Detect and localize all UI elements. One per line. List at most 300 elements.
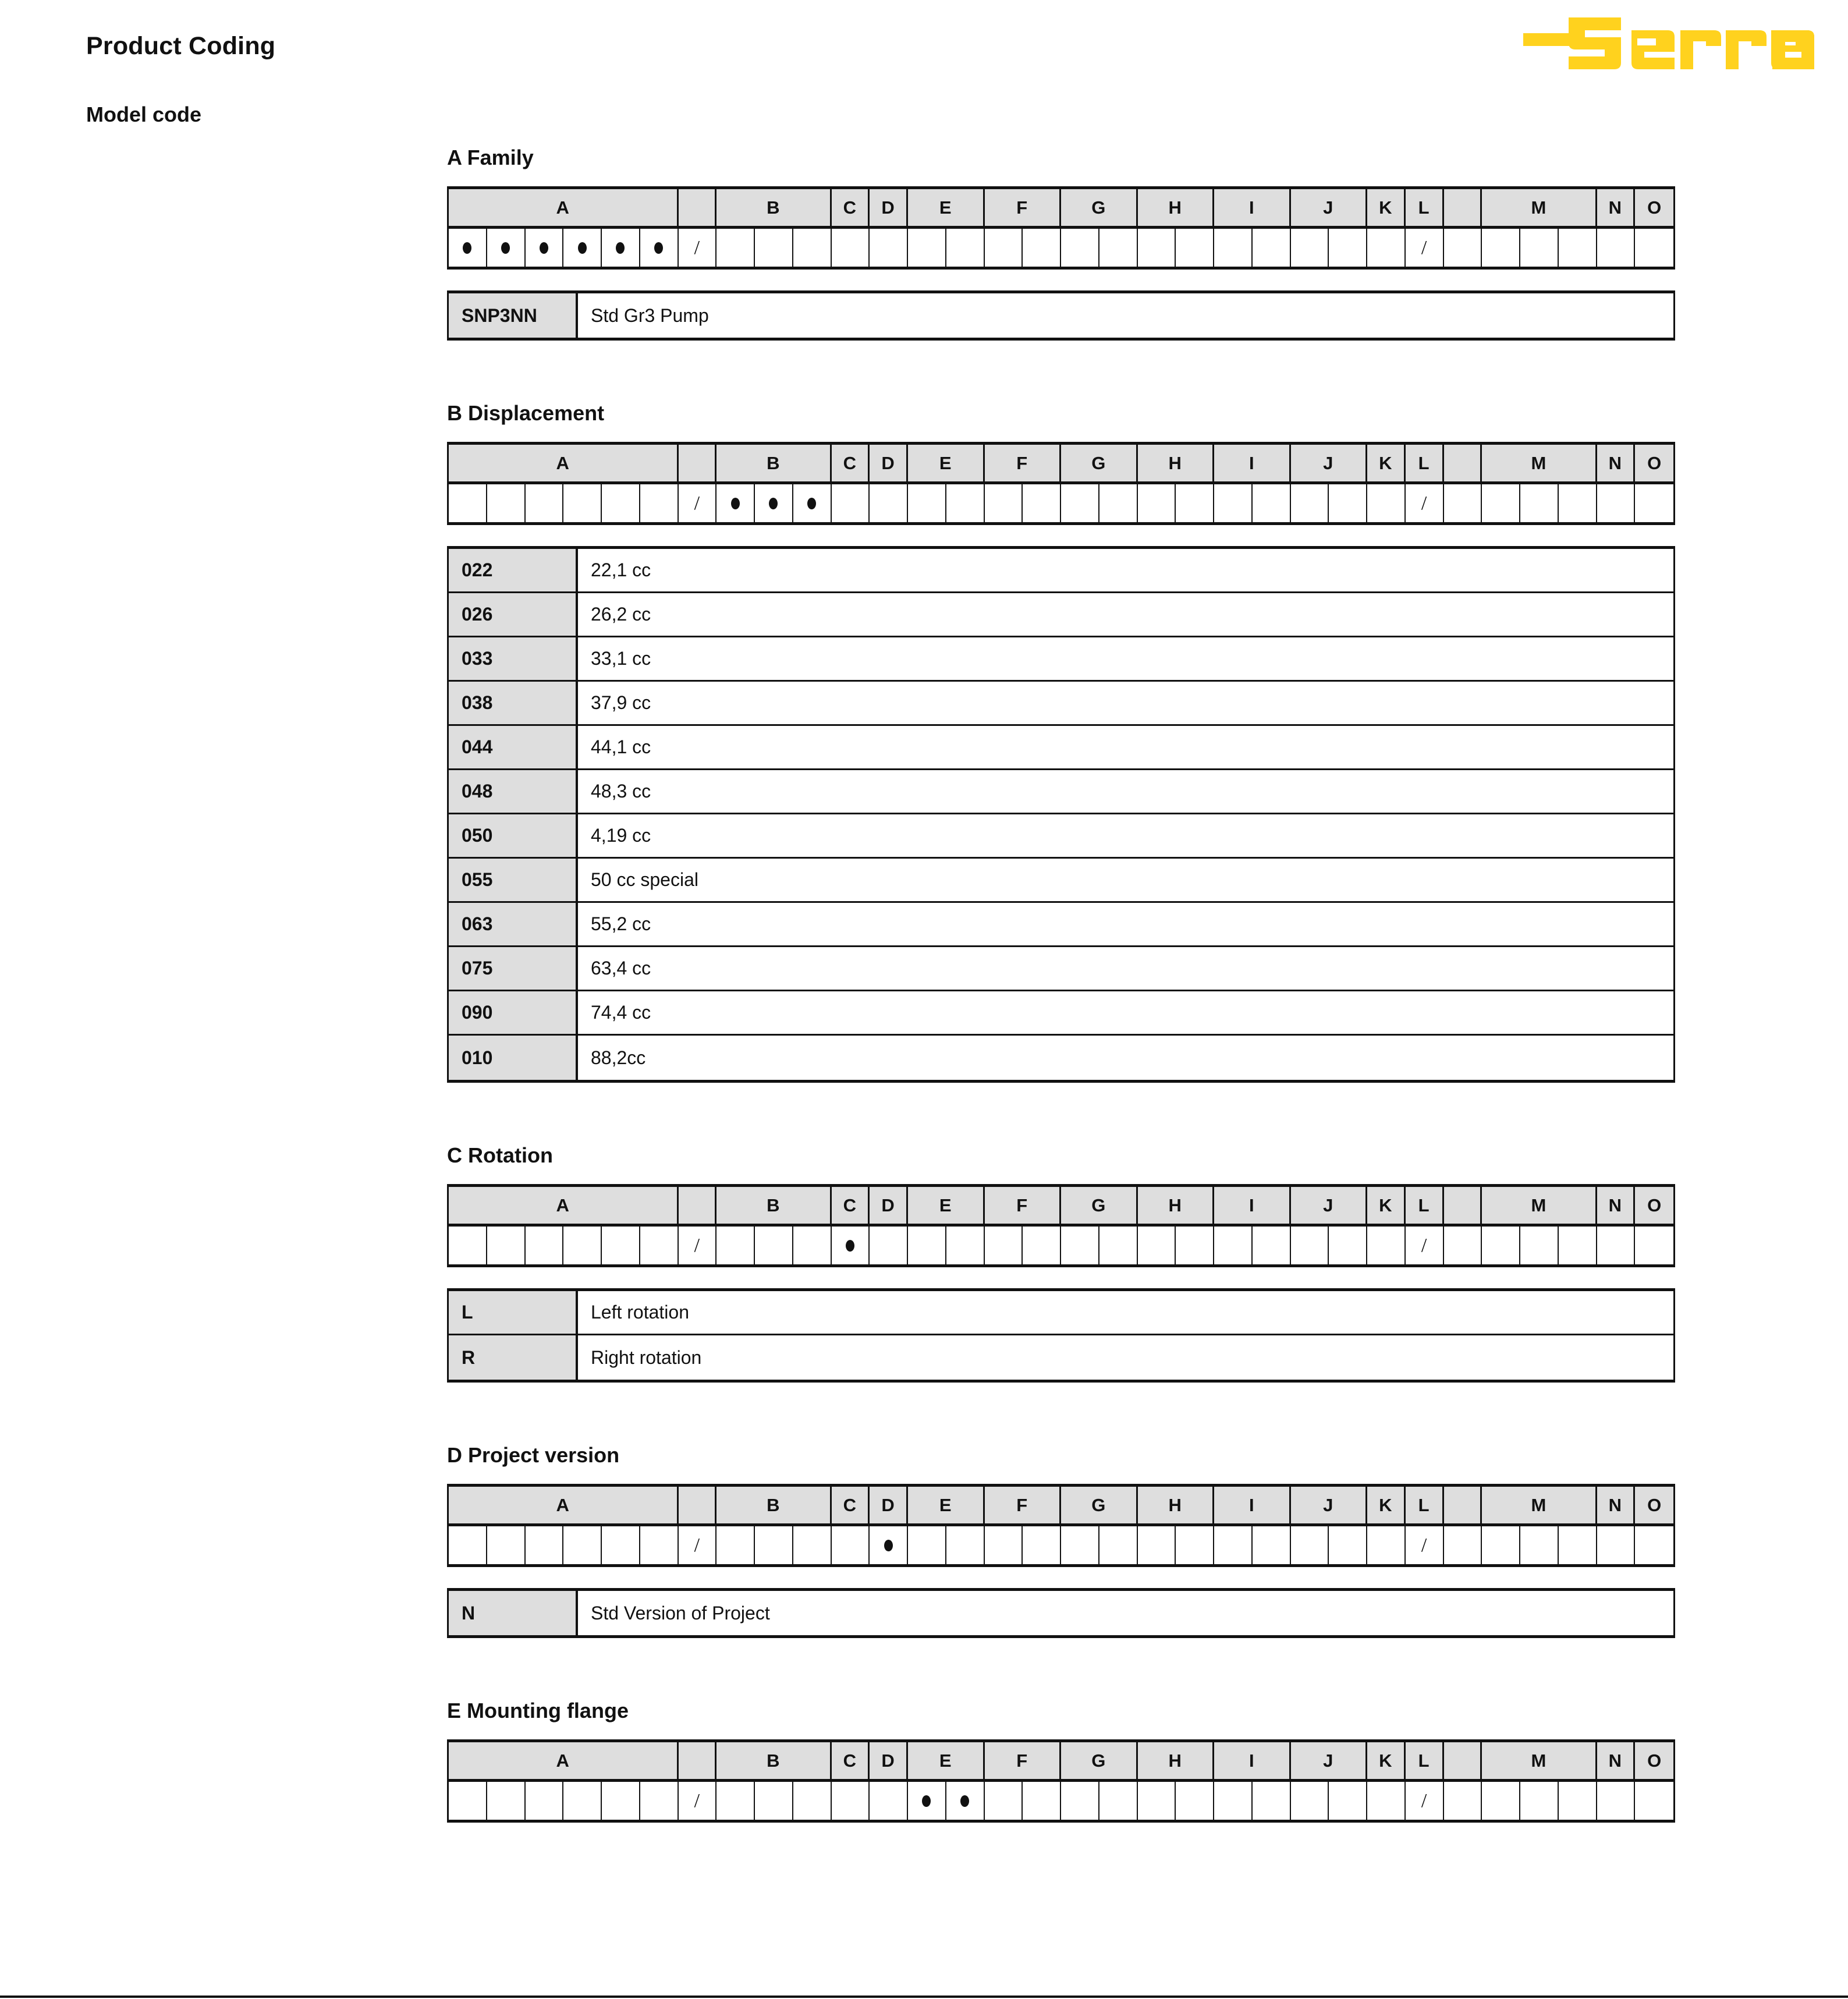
code-cell-1[interactable] [449, 484, 487, 522]
code-cell-16[interactable] [1023, 1227, 1061, 1264]
legend-code: SNP3NN [449, 293, 578, 338]
column-header-f: F [985, 1487, 1062, 1523]
column-header-j: J [1291, 445, 1368, 481]
code-cell-7[interactable] [679, 1526, 717, 1564]
code-cell-19[interactable] [1138, 484, 1176, 522]
column-header-g: G [1061, 1187, 1138, 1224]
code-cell-6[interactable] [640, 1227, 679, 1264]
code-cell-23[interactable] [1291, 229, 1329, 267]
section-spacer [447, 1383, 1675, 1443]
code-cell-26[interactable] [1406, 229, 1444, 267]
code-cell-1[interactable] [449, 1227, 487, 1264]
column-header-m: M [1482, 445, 1597, 481]
column-header-i: I [1214, 1187, 1291, 1224]
code-cell-17[interactable] [1061, 229, 1099, 267]
column-header-d: D [870, 445, 908, 481]
legend-code: 075 [449, 947, 578, 990]
table-row [449, 293, 1673, 338]
code-cell-15[interactable] [985, 229, 1023, 267]
code-cell-5[interactable] [602, 1782, 640, 1820]
code-grid-header-row [449, 1742, 1673, 1782]
code-cell-9[interactable] [755, 1526, 793, 1564]
code-cell-7[interactable] [679, 1782, 717, 1820]
code-cell-19[interactable] [1138, 1526, 1176, 1564]
column-header-l: L [1406, 1487, 1444, 1523]
code-cell-14[interactable] [946, 1782, 985, 1820]
code-grid [447, 186, 1675, 270]
code-cell-16[interactable] [1023, 1526, 1061, 1564]
legend-description: 63,4 cc [578, 947, 1673, 990]
legend-description: 74,4 cc [578, 991, 1673, 1034]
column-header-b: B [717, 1742, 831, 1779]
code-cell-4[interactable] [563, 1227, 602, 1264]
code-cell-13[interactable] [908, 229, 946, 267]
legend-description: Right rotation [578, 1335, 1673, 1380]
column-header-c: C [832, 189, 870, 226]
legend-description: Std Version of Project [578, 1591, 1673, 1635]
code-cell-26[interactable] [1406, 484, 1444, 522]
slash-separator-icon: / [1421, 492, 1427, 514]
code-grid-header-row [449, 189, 1673, 229]
filled-dot-icon [540, 242, 548, 254]
code-cell-5[interactable] [602, 229, 640, 267]
code-cell-2[interactable] [487, 484, 526, 522]
code-cell-26[interactable] [1406, 1526, 1444, 1564]
column-header-f: F [985, 1187, 1062, 1224]
code-cell-31[interactable] [1597, 484, 1636, 522]
section-title-a-family: A Family [447, 146, 534, 169]
slash-separator-icon: / [1421, 1789, 1427, 1812]
column-header-h: H [1138, 1742, 1215, 1779]
code-cell-9[interactable] [755, 484, 793, 522]
code-cell-20[interactable] [1176, 1227, 1214, 1264]
code-cell-19[interactable] [1138, 1782, 1176, 1820]
code-cell-8[interactable] [717, 1227, 755, 1264]
slash-separator-icon: / [694, 1234, 700, 1256]
column-header-o: O [1635, 445, 1673, 481]
code-cell-28[interactable] [1482, 1782, 1520, 1820]
document-header [0, 0, 1848, 146]
code-grid-header-row [449, 1487, 1673, 1526]
code-cell-22[interactable] [1253, 1227, 1291, 1264]
code-cell-23[interactable] [1291, 1526, 1329, 1564]
section-e-mounting-flange [447, 1699, 1675, 1823]
code-cell-2[interactable] [487, 1526, 526, 1564]
code-cell-10[interactable] [793, 484, 832, 522]
code-cell-19[interactable] [1138, 1227, 1176, 1264]
column-header-m: M [1482, 1487, 1597, 1523]
code-cell-5[interactable] [602, 1227, 640, 1264]
code-cell-17[interactable] [1061, 484, 1099, 522]
table-row [449, 682, 1673, 726]
filled-dot-icon [807, 498, 816, 509]
code-cell-31[interactable] [1597, 1782, 1636, 1820]
section-d-project-version [447, 1443, 1675, 1638]
code-cell-32[interactable] [1635, 1782, 1673, 1820]
code-cell-15[interactable] [985, 1526, 1023, 1564]
code-cell-20[interactable] [1176, 229, 1214, 267]
legend-description: Left rotation [578, 1291, 1673, 1334]
code-grid-header-row [449, 445, 1673, 484]
code-cell-9[interactable] [755, 229, 793, 267]
code-cell-6[interactable] [640, 1526, 679, 1564]
filled-dot-icon [960, 1795, 969, 1807]
column-header-d: D [870, 1487, 908, 1523]
table-row [449, 859, 1673, 903]
code-cell-14[interactable] [946, 1526, 985, 1564]
code-cell-30[interactable] [1559, 229, 1597, 267]
code-grid-cell-row [449, 1227, 1673, 1264]
code-grid [447, 1739, 1675, 1823]
column-header-n: N [1597, 1487, 1636, 1523]
code-cell-21[interactable] [1214, 484, 1253, 522]
code-cell-3[interactable] [526, 229, 564, 267]
column-header-k: K [1367, 1487, 1406, 1523]
code-cell-9[interactable] [755, 1227, 793, 1264]
column-header-i: I [1214, 445, 1291, 481]
code-cell-17[interactable] [1061, 1526, 1099, 1564]
legend-code: N [449, 1591, 578, 1635]
code-cell-2[interactable] [487, 1227, 526, 1264]
column-header-separator [679, 1187, 717, 1224]
code-cell-1[interactable] [449, 1782, 487, 1820]
code-cell-31[interactable] [1597, 229, 1636, 267]
slash-separator-icon: / [694, 492, 700, 514]
column-header-h: H [1138, 189, 1215, 226]
code-grid [447, 1184, 1675, 1267]
column-header-separator [1444, 1742, 1482, 1779]
code-cell-12[interactable] [870, 229, 908, 267]
column-header-k: K [1367, 1742, 1406, 1779]
code-cell-17[interactable] [1061, 1782, 1099, 1820]
code-cell-13[interactable] [908, 1782, 946, 1820]
column-header-n: N [1597, 1187, 1636, 1224]
code-cell-24[interactable] [1329, 1782, 1367, 1820]
code-cell-22[interactable] [1253, 484, 1291, 522]
legend-code: 048 [449, 770, 578, 813]
table-row [449, 726, 1673, 770]
column-header-l: L [1406, 445, 1444, 481]
legend-description: 44,1 cc [578, 726, 1673, 768]
code-cell-27[interactable] [1444, 1227, 1482, 1264]
section-spacer [447, 341, 1675, 401]
code-cell-3[interactable] [526, 1227, 564, 1264]
code-cell-3[interactable] [526, 1782, 564, 1820]
column-header-o: O [1635, 1187, 1673, 1224]
code-cell-32[interactable] [1635, 229, 1673, 267]
code-cell-23[interactable] [1291, 1227, 1329, 1264]
code-cell-26[interactable] [1406, 1782, 1444, 1820]
code-cell-13[interactable] [908, 1526, 946, 1564]
column-header-m: M [1482, 189, 1597, 226]
filled-dot-icon [463, 242, 471, 254]
legend-description: 22,1 cc [578, 549, 1673, 591]
column-header-h: H [1138, 1187, 1215, 1224]
legend-code: 063 [449, 903, 578, 945]
code-cell-23[interactable] [1291, 1782, 1329, 1820]
column-header-c: C [832, 1742, 870, 1779]
column-header-o: O [1635, 1487, 1673, 1523]
code-cell-32[interactable] [1635, 1526, 1673, 1564]
code-cell-23[interactable] [1291, 484, 1329, 522]
column-header-separator [679, 189, 717, 226]
column-header-n: N [1597, 445, 1636, 481]
code-cell-18[interactable] [1099, 1526, 1138, 1564]
column-header-a: A [449, 1742, 679, 1779]
code-cell-30[interactable] [1559, 1782, 1597, 1820]
code-cell-20[interactable] [1176, 484, 1214, 522]
code-cell-18[interactable] [1099, 229, 1138, 267]
code-cell-9[interactable] [755, 1782, 793, 1820]
code-cell-27[interactable] [1444, 1782, 1482, 1820]
code-cell-7[interactable] [679, 484, 717, 522]
code-cell-7[interactable] [679, 1227, 717, 1264]
filled-dot-icon [769, 498, 778, 509]
code-cell-28[interactable] [1482, 1227, 1520, 1264]
code-cell-11[interactable] [832, 229, 870, 267]
code-cell-10[interactable] [793, 1782, 832, 1820]
code-cell-11[interactable] [832, 1227, 870, 1264]
code-cell-13[interactable] [908, 484, 946, 522]
legend-code: 022 [449, 549, 578, 591]
column-header-separator [679, 445, 717, 481]
column-header-separator [1444, 189, 1482, 226]
code-cell-20[interactable] [1176, 1526, 1214, 1564]
code-cell-25[interactable] [1367, 1227, 1406, 1264]
code-cell-29[interactable] [1520, 1526, 1559, 1564]
code-cell-12[interactable] [870, 1227, 908, 1264]
filled-dot-icon [846, 1240, 854, 1252]
column-header-a: A [449, 445, 679, 481]
slash-separator-icon: / [1421, 236, 1427, 258]
legend-code: R [449, 1335, 578, 1380]
code-cell-16[interactable] [1023, 484, 1061, 522]
code-cell-12[interactable] [870, 484, 908, 522]
code-cell-25[interactable] [1367, 484, 1406, 522]
code-cell-12[interactable] [870, 1526, 908, 1564]
section-title-e-mounting-flange: E Mounting flange [447, 1699, 629, 1722]
code-cell-11[interactable] [832, 1782, 870, 1820]
legend-code: 044 [449, 726, 578, 768]
table-row [449, 593, 1673, 637]
slash-separator-icon: / [1421, 1234, 1427, 1256]
column-header-n: N [1597, 189, 1636, 226]
code-cell-1[interactable] [449, 1526, 487, 1564]
column-header-d: D [870, 189, 908, 226]
code-cell-6[interactable] [640, 484, 679, 522]
filled-dot-icon [654, 242, 663, 254]
code-cell-22[interactable] [1253, 229, 1291, 267]
legend-table [447, 1588, 1675, 1638]
column-header-g: G [1061, 1487, 1138, 1523]
filled-dot-icon [731, 498, 740, 509]
code-cell-6[interactable] [640, 229, 679, 267]
section-spacer [447, 1083, 1675, 1143]
page-bottom-rule [0, 1996, 1848, 1998]
legend-description: 4,19 cc [578, 814, 1673, 857]
column-header-h: H [1138, 1487, 1215, 1523]
code-cell-6[interactable] [640, 1782, 679, 1820]
column-header-o: O [1635, 1742, 1673, 1779]
code-cell-4[interactable] [563, 1782, 602, 1820]
legend-table [447, 1288, 1675, 1383]
column-header-i: I [1214, 1487, 1291, 1523]
code-cell-28[interactable] [1482, 1526, 1520, 1564]
code-cell-4[interactable] [563, 1526, 602, 1564]
legend-code: 090 [449, 991, 578, 1034]
code-cell-4[interactable] [563, 484, 602, 522]
code-cell-31[interactable] [1597, 1227, 1636, 1264]
legend-description: 88,2cc [578, 1036, 1673, 1080]
code-cell-11[interactable] [832, 484, 870, 522]
code-cell-30[interactable] [1559, 1526, 1597, 1564]
code-cell-4[interactable] [563, 229, 602, 267]
code-cell-27[interactable] [1444, 229, 1482, 267]
table-row [449, 814, 1673, 859]
code-cell-32[interactable] [1635, 1227, 1673, 1264]
code-cell-29[interactable] [1520, 1227, 1559, 1264]
code-cell-22[interactable] [1253, 1782, 1291, 1820]
code-cell-10[interactable] [793, 1227, 832, 1264]
code-cell-22[interactable] [1253, 1526, 1291, 1564]
column-header-c: C [832, 1187, 870, 1224]
code-cell-20[interactable] [1176, 1782, 1214, 1820]
legend-description: 50 cc special [578, 859, 1673, 901]
code-cell-8[interactable] [717, 229, 755, 267]
column-header-separator [679, 1742, 717, 1779]
column-header-j: J [1291, 1742, 1368, 1779]
legend-description: 37,9 cc [578, 682, 1673, 724]
code-cell-21[interactable] [1214, 1227, 1253, 1264]
code-cell-15[interactable] [985, 1227, 1023, 1264]
section-c-rotation [447, 1143, 1675, 1383]
legend-code: 010 [449, 1036, 578, 1080]
column-header-e: E [908, 1187, 985, 1224]
column-header-g: G [1061, 445, 1138, 481]
column-header-a: A [449, 1187, 679, 1224]
code-cell-29[interactable] [1520, 229, 1559, 267]
code-cell-31[interactable] [1597, 1526, 1636, 1564]
code-cell-15[interactable] [985, 1782, 1023, 1820]
code-cell-21[interactable] [1214, 1782, 1253, 1820]
filled-dot-icon [578, 242, 587, 254]
code-cell-15[interactable] [985, 484, 1023, 522]
code-cell-18[interactable] [1099, 1782, 1138, 1820]
column-header-a: A [449, 1487, 679, 1523]
section-title-d-project-version: D Project version [447, 1443, 620, 1467]
column-header-separator [679, 1487, 717, 1523]
column-header-i: I [1214, 189, 1291, 226]
filled-dot-icon [922, 1795, 931, 1807]
code-cell-10[interactable] [793, 1526, 832, 1564]
code-cell-17[interactable] [1061, 1227, 1099, 1264]
code-grid [447, 442, 1675, 525]
column-header-n: N [1597, 1742, 1636, 1779]
code-cell-8[interactable] [717, 1526, 755, 1564]
code-cell-18[interactable] [1099, 1227, 1138, 1264]
code-cell-28[interactable] [1482, 484, 1520, 522]
code-cell-2[interactable] [487, 1782, 526, 1820]
code-cell-8[interactable] [717, 1782, 755, 1820]
column-header-m: M [1482, 1187, 1597, 1224]
code-cell-14[interactable] [946, 1227, 985, 1264]
code-cell-24[interactable] [1329, 1227, 1367, 1264]
code-cell-18[interactable] [1099, 484, 1138, 522]
code-cell-25[interactable] [1367, 1782, 1406, 1820]
code-cell-27[interactable] [1444, 1526, 1482, 1564]
code-cell-24[interactable] [1329, 229, 1367, 267]
table-row [449, 549, 1673, 593]
legend-description: Std Gr3 Pump [578, 293, 1673, 338]
column-header-h: H [1138, 445, 1215, 481]
table-row [449, 991, 1673, 1036]
column-header-k: K [1367, 189, 1406, 226]
legend-table [447, 290, 1675, 341]
code-cell-25[interactable] [1367, 1526, 1406, 1564]
code-cell-27[interactable] [1444, 484, 1482, 522]
code-cell-28[interactable] [1482, 229, 1520, 267]
code-cell-3[interactable] [526, 1526, 564, 1564]
code-cell-32[interactable] [1635, 484, 1673, 522]
code-cell-8[interactable] [717, 484, 755, 522]
code-cell-24[interactable] [1329, 484, 1367, 522]
code-cell-5[interactable] [602, 484, 640, 522]
table-row [449, 1036, 1673, 1080]
column-header-m: M [1482, 1742, 1597, 1779]
code-cell-3[interactable] [526, 484, 564, 522]
column-header-j: J [1291, 189, 1368, 226]
column-header-g: G [1061, 1742, 1138, 1779]
column-header-o: O [1635, 189, 1673, 226]
code-cell-30[interactable] [1559, 1227, 1597, 1264]
code-grid-cell-row [449, 1782, 1673, 1820]
section-spacer [447, 1638, 1675, 1699]
column-header-l: L [1406, 1187, 1444, 1224]
section-title-c-rotation: C Rotation [447, 1143, 553, 1167]
code-cell-21[interactable] [1214, 229, 1253, 267]
code-cell-1[interactable] [449, 229, 487, 267]
code-cell-12[interactable] [870, 1782, 908, 1820]
code-cell-10[interactable] [793, 229, 832, 267]
code-cell-24[interactable] [1329, 1526, 1367, 1564]
code-cell-14[interactable] [946, 484, 985, 522]
code-cell-26[interactable] [1406, 1227, 1444, 1264]
code-cell-16[interactable] [1023, 1782, 1061, 1820]
column-header-d: D [870, 1187, 908, 1224]
table-row [449, 1335, 1673, 1380]
code-cell-25[interactable] [1367, 229, 1406, 267]
code-cell-30[interactable] [1559, 484, 1597, 522]
table-row [449, 1291, 1673, 1335]
code-cell-13[interactable] [908, 1227, 946, 1264]
code-cell-5[interactable] [602, 1526, 640, 1564]
legend-code: 050 [449, 814, 578, 857]
code-cell-29[interactable] [1520, 484, 1559, 522]
code-cell-29[interactable] [1520, 1782, 1559, 1820]
code-cell-7[interactable] [679, 229, 717, 267]
code-cell-19[interactable] [1138, 229, 1176, 267]
table-row [449, 637, 1673, 682]
code-cell-11[interactable] [832, 1526, 870, 1564]
code-cell-2[interactable] [487, 229, 526, 267]
legend-table [447, 546, 1675, 1083]
filled-dot-icon [616, 242, 625, 254]
code-cell-14[interactable] [946, 229, 985, 267]
code-cell-21[interactable] [1214, 1526, 1253, 1564]
code-cell-16[interactable] [1023, 229, 1061, 267]
table-row [449, 770, 1673, 814]
column-header-k: K [1367, 1187, 1406, 1224]
